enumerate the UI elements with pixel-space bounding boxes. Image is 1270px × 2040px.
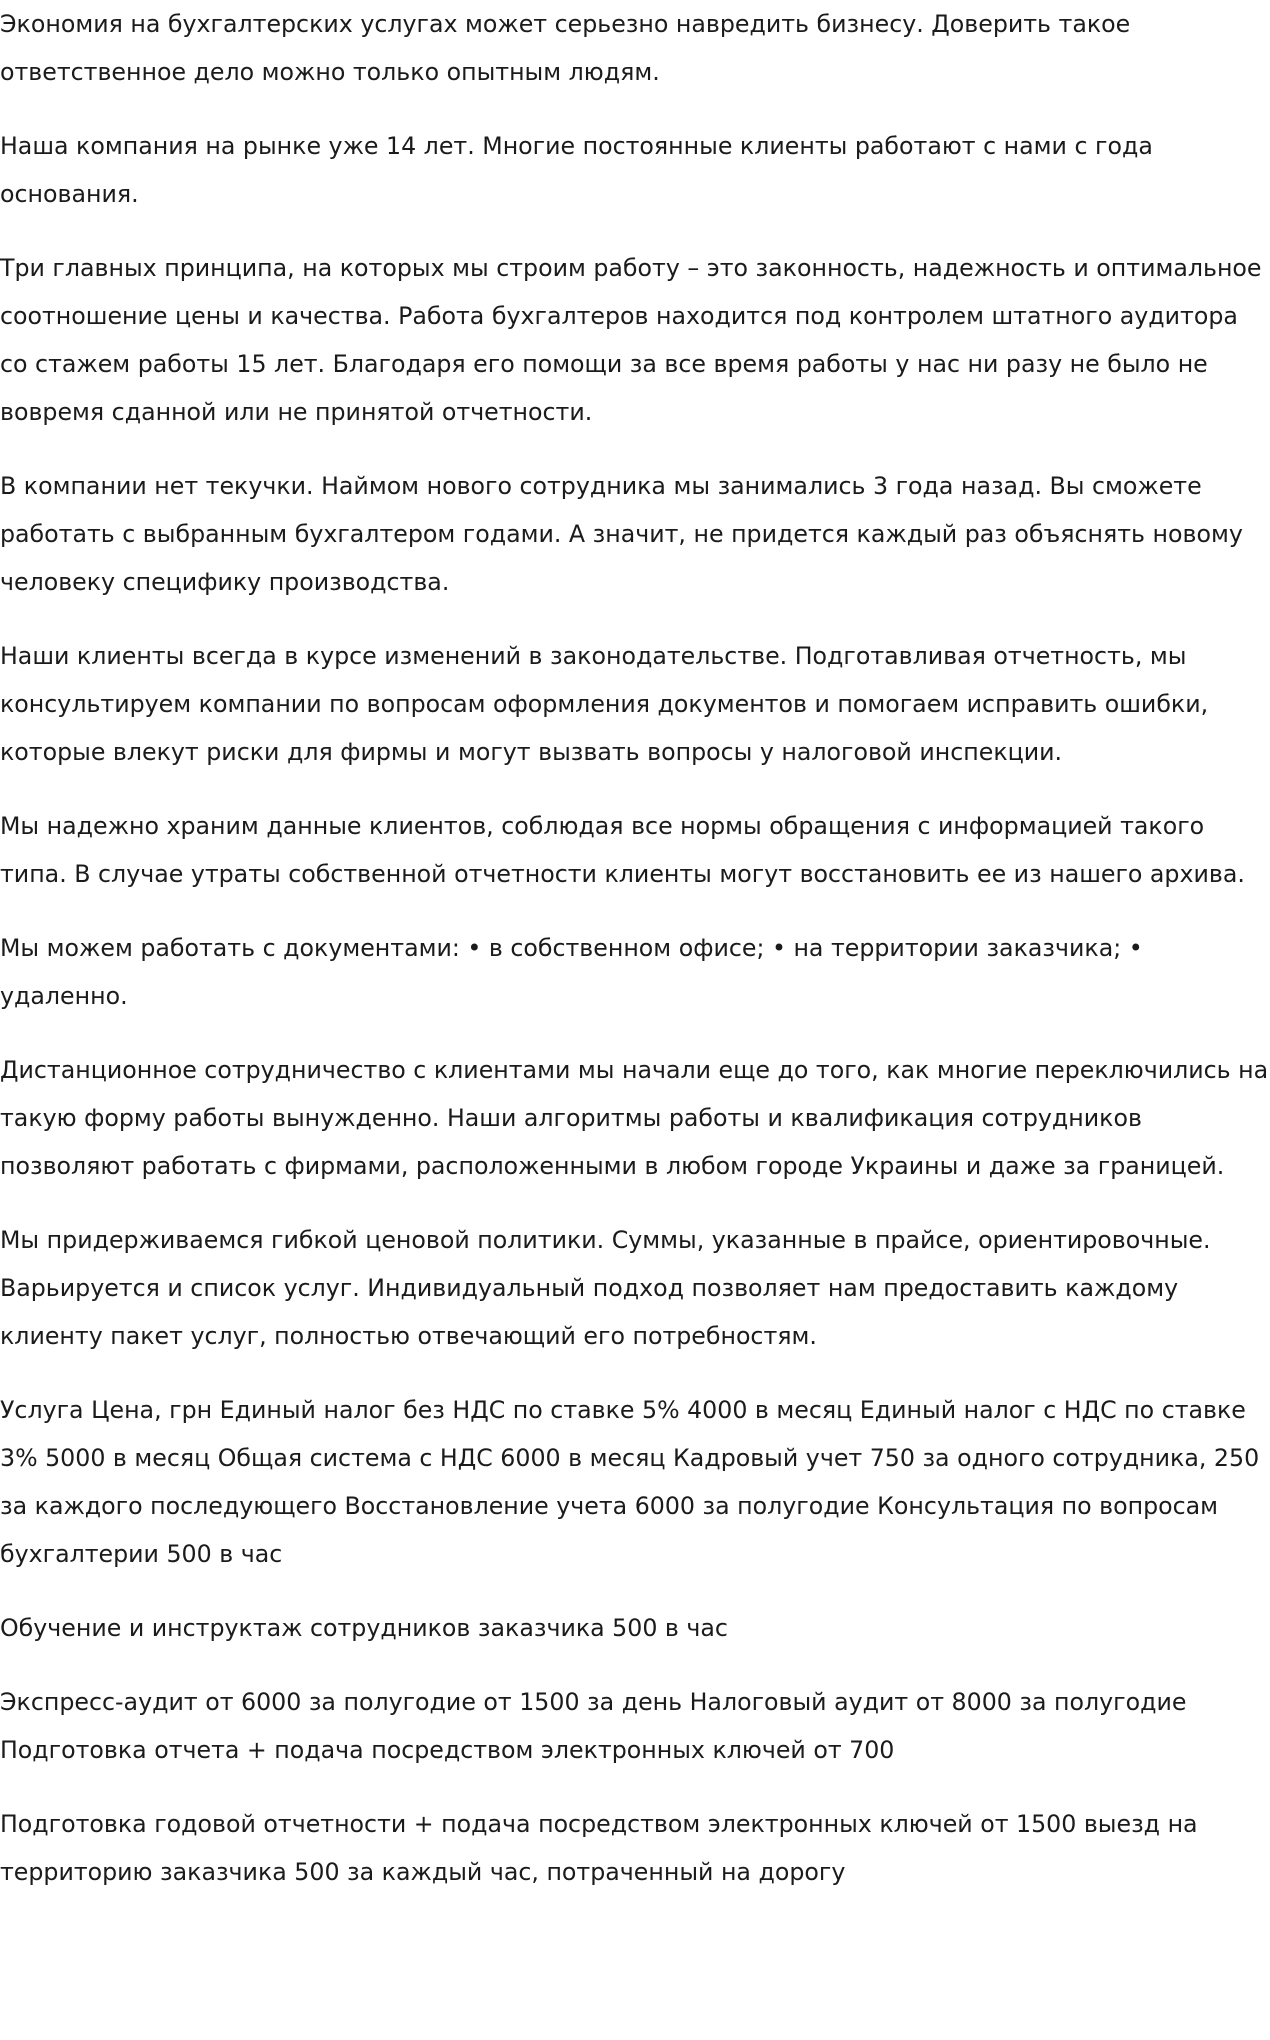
- paragraph-experience: Наша компания на рынке уже 14 лет. Многие постоянные клиенты работают с нами с года основания.: [0, 132, 1153, 208]
- paragraph-work-locations: Мы можем работать с документами: • в собственном офисе; • на территории заказчика; • удаленно.: [0, 934, 1143, 1010]
- paragraph-training: Обучение и инструктаж сотрудников заказчика 500 в час: [0, 1614, 728, 1642]
- paragraph-intro: Экономия на бухгалтерских услугах может серьезно навредить бизнесу. Доверить такое ответственное дело можно только опытным людям.: [0, 10, 1131, 86]
- paragraph-audit: Экспресс-аудит от 6000 за полугодие от 1500 за день Налоговый аудит от 8000 за полугодие Подготовка отчета + подача посредством электронных ключей от 700: [0, 1688, 1187, 1764]
- paragraph-staff: В компании нет текучки. Наймом нового сотрудника мы занимались 3 года назад. Вы сможете работать с выбранным бухгалтером годами. А значит, не придется каждый раз объяснять новому человеку специфику производства.: [0, 472, 1243, 596]
- paragraph-principles: Три главных принципа, на которых мы строим работу – это законность, надежность и оптимальное соотношение цены и качества. Работа бухгалтеров находится под контролем штатного аудитора со стажем работы 15 лет. Благодаря его помощи за все время работы у нас ни разу не было не вовремя сданной или не принятой отчетности.: [0, 254, 1262, 426]
- paragraph-price-list: Услуга Цена, грн Единый налог без НДС по ставке 5% 4000 в месяц Единый налог с НДС по ставке 3% 5000 в месяц Общая система с НДС 6000 в месяц Кадровый учет 750 за одного сотрудника, 250 за каждого последующего Восстановление учета 6000 за полугодие Консультация по вопросам бухгалтерии 500 в час: [0, 1396, 1260, 1568]
- paragraph-pricing-policy: Мы придерживаемся гибкой ценовой политики. Суммы, указанные в прайсе, ориентировочные. Варьируется и список услуг. Индивидуальный подход позволяет нам предоставить каждому клиенту пакет услуг, полностью отвечающий его потребностям.: [0, 1226, 1211, 1350]
- paragraph-remote-work: Дистанционное сотрудничество с клиентами мы начали еще до того, как многие переключились на такую форму работы вынужденно. Наши алгоритмы работы и квалификация сотрудников позволяют работать с фирмами, расположенными в любом городе Украины и даже за границей.: [0, 1056, 1269, 1180]
- paragraph-data-storage: Мы надежно храним данные клиентов, соблюдая все нормы обращения с информацией такого типа. В случае утраты собственной отчетности клиенты могут восстановить ее из нашего архива.: [0, 812, 1245, 888]
- paragraph-annual-reporting: Подготовка годовой отчетности + подача посредством электронных ключей от 1500 выезд на территорию заказчика 500 за каждый час, потраченный на дорогу: [0, 1810, 1198, 1886]
- paragraph-legislation: Наши клиенты всегда в курсе изменений в законодательстве. Подготавливая отчетность, мы консультируем компании по вопросам оформления документов и помогаем исправить ошибки, которые влекут риски для фирмы и могут вызвать вопросы у налоговой инспекции.: [0, 642, 1209, 766]
